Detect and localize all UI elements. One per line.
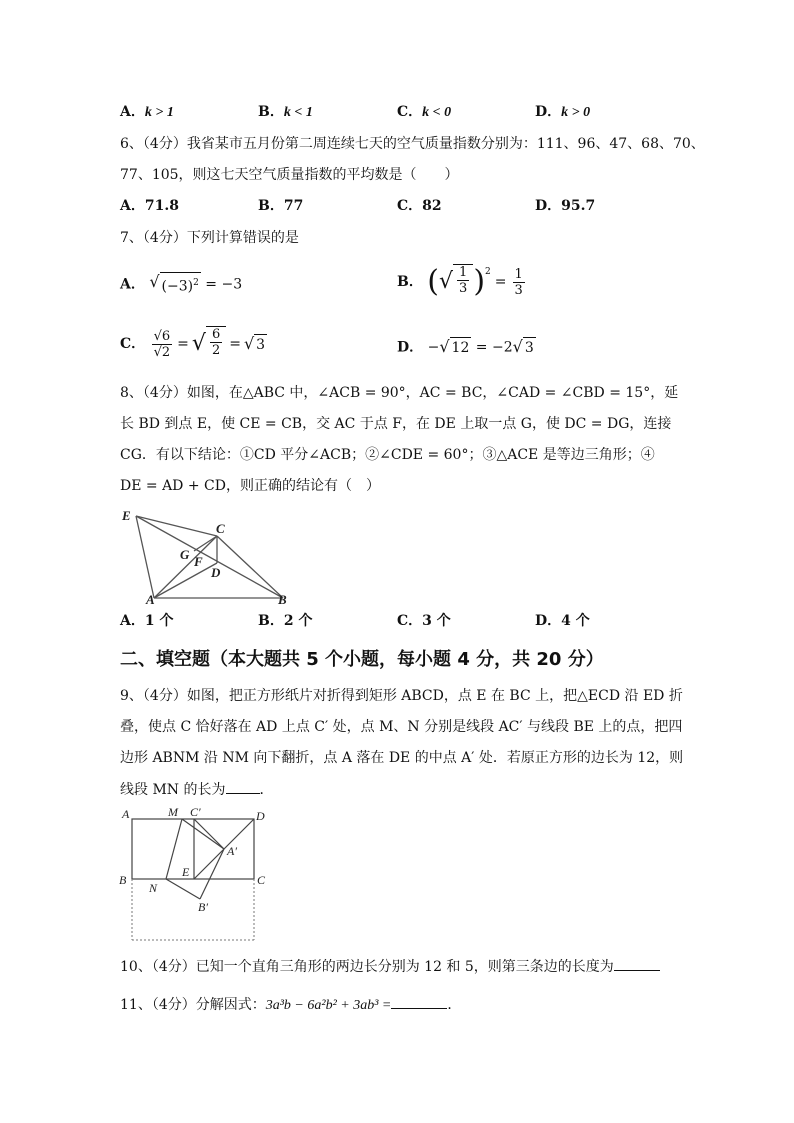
q8-label-c: C bbox=[216, 521, 225, 536]
q9-line3: 边形 ABNM 沿 NM 向下翻折，点 A 落在 DE 的中点 A′ 处．若原正方形的边长为 12，则 bbox=[120, 750, 684, 766]
q5-option-d: D．k > 0 bbox=[535, 104, 591, 120]
q9-label-m: M bbox=[168, 805, 178, 819]
q8-figure bbox=[118, 500, 298, 606]
q11-answer-blank bbox=[391, 994, 447, 1009]
q8-option-b: B．2 个 bbox=[258, 613, 313, 629]
q9-label-c: C bbox=[257, 873, 266, 887]
q8-label-g: G bbox=[180, 547, 190, 562]
q9-label-b: B bbox=[119, 873, 127, 887]
q6-option-a: A．71.8 bbox=[120, 198, 179, 214]
q8-label-a: A bbox=[146, 592, 155, 606]
q9-label-b-prime: B′ bbox=[198, 900, 208, 914]
q8-label-f: F bbox=[194, 554, 203, 569]
q8-line3: CG．有以下结论：①CD 平分∠ACB；②∠CDE = 60°；③△ACE 是等边三角形；④ bbox=[120, 447, 655, 463]
q6-option-d: D．95.7 bbox=[535, 198, 596, 214]
q11-expr: 3a³b − 6a²b² + 3ab³ = bbox=[265, 998, 392, 1013]
q6-line1: 6、（4分）我省某市五月份第二周连续七天的空气质量指数分别为：111、96、47、68、70、 bbox=[120, 136, 705, 152]
q5-option-b: B．k < 1 bbox=[258, 104, 313, 120]
q8-option-d: D．4 个 bbox=[535, 613, 590, 629]
q10-text: 10、（4分）已知一个直角三角形的两边长分别为 12 和 5，则第三条边的长度为 bbox=[120, 959, 614, 975]
q8-line2: 长 BD 到点 E，使 CE = CB，交 AC 于点 F，在 DE 上取一点 G，使 DC = DG，连接 bbox=[120, 416, 672, 432]
q7-option-c: C． $\frac{√6}{√2}$ = √ $\frac{6}{2}$ = √ 3 bbox=[120, 326, 267, 370]
q8-label-b: B bbox=[278, 592, 287, 606]
q6-option-b: B．77 bbox=[258, 198, 304, 214]
q8-option-c: C．3 个 bbox=[397, 613, 451, 629]
q8-line1: 8、（4分）如图，在△ABC 中，∠ACB = 90°，AC = BC，∠CAD = ∠CBD = 15°，延 bbox=[120, 385, 679, 401]
q10-answer-blank bbox=[614, 956, 660, 971]
q6-option-c: C．82 bbox=[397, 198, 442, 214]
q8-option-a: A．1 个 bbox=[120, 613, 174, 629]
q9-label-c-prime: C′ bbox=[190, 805, 201, 819]
q9-line1: 9、（4分）如图，把正方形纸片对折得到矩形 ABCD，点 E 在 BC 上，把△ECD 沿 ED 折 bbox=[120, 688, 683, 704]
q7-option-d-expr: − √ 12 = −2 √ 3 bbox=[427, 337, 534, 356]
q9-line4-text: 线段 MN 的长为 bbox=[120, 782, 226, 798]
q7-option-b: B． ( √ $\frac{1}{3}$ ) $^2$ = $\frac{1}{3}$ bbox=[397, 262, 527, 306]
q9-label-a-prime: A′ bbox=[227, 844, 237, 858]
q8-label-e: E bbox=[122, 508, 131, 523]
q9-label-n: N bbox=[149, 881, 158, 895]
q9-label-a: A bbox=[122, 807, 130, 821]
q7-option-a: A． √ $(-3)^2$ = −3 bbox=[120, 272, 243, 295]
section-2-title: 二、填空题（本大题共 5 个小题，每小题 4 分，共 20 分） bbox=[120, 649, 604, 670]
q5-option-c: C．k < 0 bbox=[397, 104, 452, 120]
q9-answer-blank bbox=[226, 779, 260, 794]
q9-line4 bbox=[120, 779, 274, 800]
q9-line2: 叠，使点 C 恰好落在 AD 上点 C′ 处，点 M、N 分别是线段 AC′ 与线段 BE 上的点，把四 bbox=[120, 719, 683, 735]
q8-line4: DE = AD + CD，则正确的结论有（ ） bbox=[120, 478, 380, 494]
q7-option-a-expr: √ $(-3)^2$ = −3 bbox=[149, 272, 243, 295]
q7-option-d: D． − √ 12 = −2 √ 3 bbox=[397, 337, 534, 356]
q9-line4-end: ． bbox=[259, 782, 274, 798]
q9-figure bbox=[116, 803, 276, 943]
q9-label-d: D bbox=[256, 809, 265, 823]
q10-line bbox=[120, 956, 660, 977]
q7-option-b-expr: ( √ $\frac{1}{3}$ ) $^2$ = $\frac{1}{3}$ bbox=[427, 264, 523, 299]
q7-option-c-expr: $\frac{√6}{√2}$ = √ $\frac{6}{2}$ = √ 3 bbox=[150, 326, 267, 362]
q11-line bbox=[120, 994, 461, 1016]
q6-line2: 77、105，则这七天空气质量指数的平均数是（ ） bbox=[120, 167, 459, 183]
q7-stem: 7、（4分）下列计算错误的是 bbox=[120, 230, 299, 246]
q11-text: 11、（4分）分解因式： bbox=[120, 997, 266, 1013]
q8-label-d: D bbox=[211, 565, 221, 580]
q11-end: ． bbox=[447, 997, 462, 1013]
q5-option-a: A．k > 1 bbox=[120, 104, 174, 120]
q9-label-e: E bbox=[182, 865, 190, 879]
